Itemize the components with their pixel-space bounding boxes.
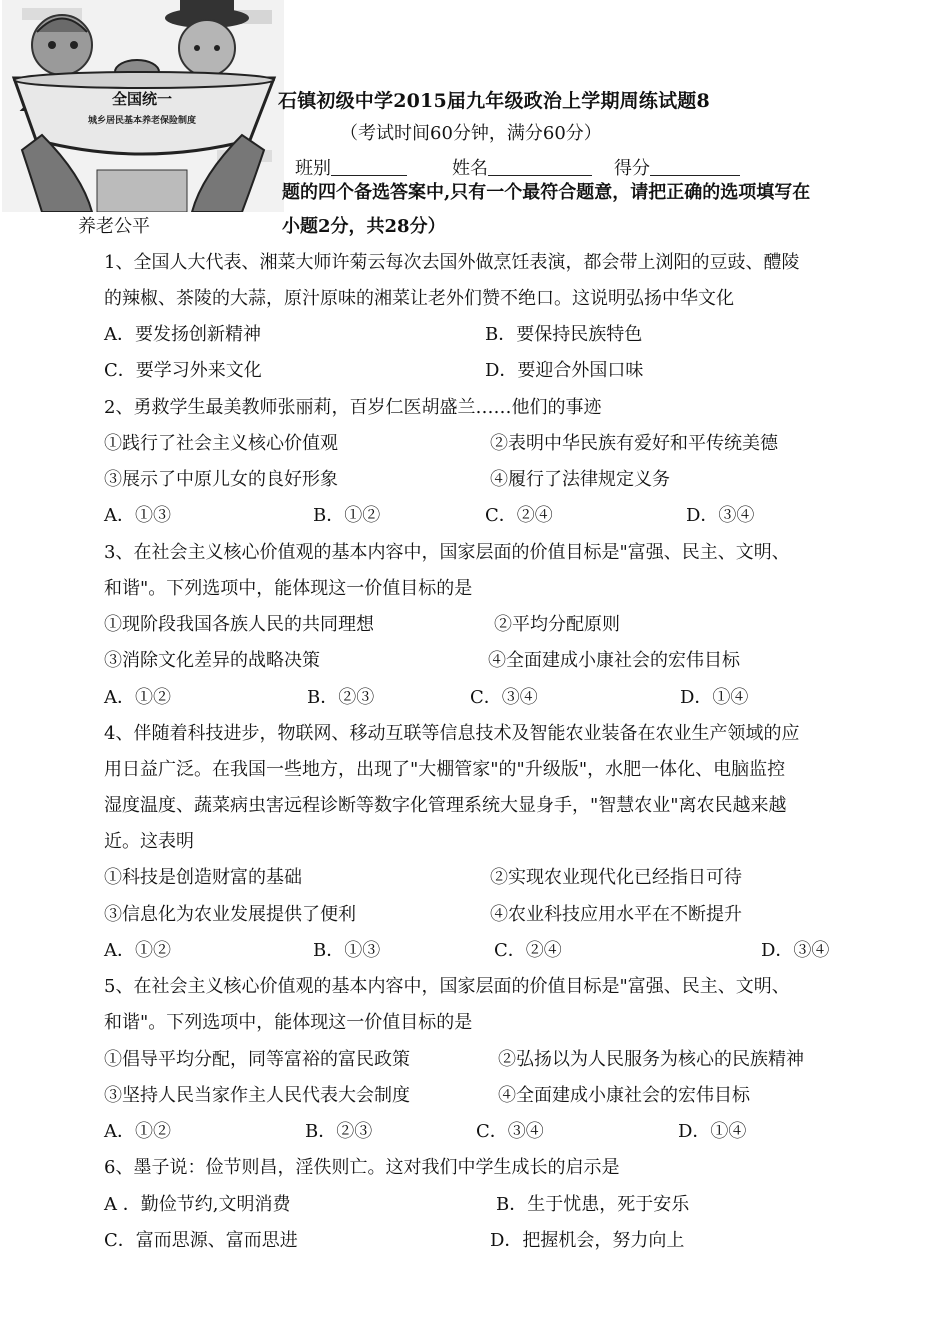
q2-statement-3: ③展示了中原儿女的良好形象	[104, 469, 338, 490]
q4-option-d[interactable]: D．③④	[761, 940, 830, 961]
q2-statement-2: ②表明中华民族有爱好和平传统美德	[490, 433, 778, 454]
q1-option-a[interactable]: A．要发扬创新精神	[104, 324, 261, 345]
page-title: 石镇初级中学2015届九年级政治上学期周练试题8	[278, 90, 710, 112]
score-field	[614, 157, 740, 180]
q1-option-c[interactable]: C．要学习外来文化	[104, 360, 262, 381]
q3-option-c[interactable]: C．③④	[470, 687, 538, 708]
q4-statement-3: ③信息化为农业发展提供了便利	[104, 904, 356, 925]
q2-option-b[interactable]: B．①②	[313, 505, 381, 526]
q4-option-a[interactable]: A．①②	[104, 940, 171, 961]
exam-info: （考试时间60分钟，满分60分）	[340, 123, 602, 144]
q3-option-a[interactable]: A．①②	[104, 687, 171, 708]
q5-statement-1: ①倡导平均分配，同等富裕的富民政策	[104, 1049, 410, 1070]
q3-option-d[interactable]: D．①④	[680, 687, 749, 708]
q1-stem-line2: 的辣椒、茶陵的大蒜，原汁原味的湘菜让老外们赞不绝口。这说明弘扬中华文化	[104, 288, 734, 309]
q5-stem-line2: 和谐"。下列选项中，能体现这一价值目标的是	[104, 1012, 473, 1033]
q2-option-c[interactable]: C．②④	[485, 505, 553, 526]
name-label: 姓名	[452, 158, 488, 179]
bowl-text: 全国统一	[111, 90, 173, 108]
q2-option-d[interactable]: D．③④	[686, 505, 755, 526]
q3-statement-4: ④全面建成小康社会的宏伟目标	[488, 650, 740, 671]
q5-option-b[interactable]: B．②③	[305, 1121, 373, 1142]
cartoon-caption: 养老公平	[78, 216, 150, 237]
q1-stem-line1: 1、全国人大代表、湘菜大师许菊云每次去国外做烹饪表演，都会带上浏阳的豆豉、醴陵	[104, 252, 800, 273]
q3-stem-line1: 3、在社会主义核心价值观的基本内容中，国家层面的价值目标是"富强、民主、文明、	[104, 542, 790, 563]
q6-option-a[interactable]: A ．勤俭节约,文明消费	[104, 1194, 291, 1215]
q1-option-d[interactable]: D．要迎合外国口味	[485, 360, 644, 381]
q2-statement-4: ④履行了法律规定义务	[490, 469, 670, 490]
name-field	[452, 157, 592, 180]
q4-option-b[interactable]: B．①③	[313, 940, 381, 961]
q5-statement-3: ③坚持人民当家作主人民代表大会制度	[104, 1085, 410, 1106]
q3-statement-2: ②平均分配原则	[494, 614, 620, 635]
q6-stem-line1: 6、墨子说：俭节则昌，淫佚则亡。这对我们中学生成长的启示是	[104, 1157, 620, 1178]
q4-statement-1: ①科技是创造财富的基础	[104, 867, 302, 888]
q6-option-b[interactable]: B．生于忧患，死于安乐	[496, 1194, 690, 1215]
q3-statement-1: ①现阶段我国各族人民的共同理想	[104, 614, 374, 635]
q5-statement-2: ②弘扬以为人民服务为核心的民族精神	[498, 1049, 804, 1070]
class-blank[interactable]	[331, 157, 407, 176]
name-blank[interactable]	[488, 157, 592, 176]
q6-option-d[interactable]: D．把握机会，努力向上	[490, 1230, 685, 1251]
q2-stem-line1: 2、勇救学生最美教师张丽莉，百岁仁医胡盛兰……他们的事迹	[104, 397, 602, 418]
q4-stem-line3: 湿度温度、蔬菜病虫害远程诊断等数字化管理系统大显身手，"智慧农业"离农民越来越	[104, 795, 787, 816]
q2-statement-1: ①践行了社会主义核心价值观	[104, 433, 338, 454]
q4-option-c[interactable]: C．②④	[494, 940, 562, 961]
q4-stem-line4: 近。这表明	[104, 831, 194, 852]
q5-statement-4: ④全面建成小康社会的宏伟目标	[498, 1085, 750, 1106]
score-blank[interactable]	[650, 157, 740, 176]
q3-stem-line2: 和谐"。下列选项中，能体现这一价值目标的是	[104, 578, 473, 599]
q5-option-d[interactable]: D．①④	[678, 1121, 747, 1142]
q4-stem-line2: 用日益广泛。在我国一些地方，出现了"大棚管家"的"升级版"，水肥一体化、电脑监控	[104, 759, 786, 780]
bowl-subtext: 城乡居民基本养老保险制度	[87, 116, 197, 126]
q4-stem-line1: 4、伴随着科技进步，物联网、移动互联等信息技术及智能农业装备在农业生产领域的应	[104, 723, 800, 744]
q5-stem-line1: 5、在社会主义核心价值观的基本内容中，国家层面的价值目标是"富强、民主、文明、	[104, 976, 790, 997]
q6-option-c[interactable]: C．富而思源、富而思进	[104, 1230, 298, 1251]
score-label: 得分	[614, 158, 650, 179]
q4-statement-2: ②实现农业现代化已经指日可待	[490, 867, 742, 888]
instruction-line2: 小题2分，共28分）	[282, 216, 446, 237]
q1-option-b[interactable]: B．要保持民族特色	[485, 324, 643, 345]
instruction-line1: 题的四个备选答案中,只有一个最符合题意，请把正确的选项填写在	[282, 182, 811, 203]
q3-statement-3: ③消除文化差异的战略决策	[104, 650, 320, 671]
q4-statement-4: ④农业科技应用水平在不断提升	[490, 904, 742, 925]
class-label: 班别	[295, 158, 331, 179]
q5-option-a[interactable]: A．①②	[104, 1121, 171, 1142]
q2-option-a[interactable]: A．①③	[104, 505, 171, 526]
class-field	[295, 157, 407, 180]
cartoon-illustration	[2, 0, 284, 212]
q5-option-c[interactable]: C．③④	[476, 1121, 544, 1142]
q3-option-b[interactable]: B．②③	[307, 687, 375, 708]
